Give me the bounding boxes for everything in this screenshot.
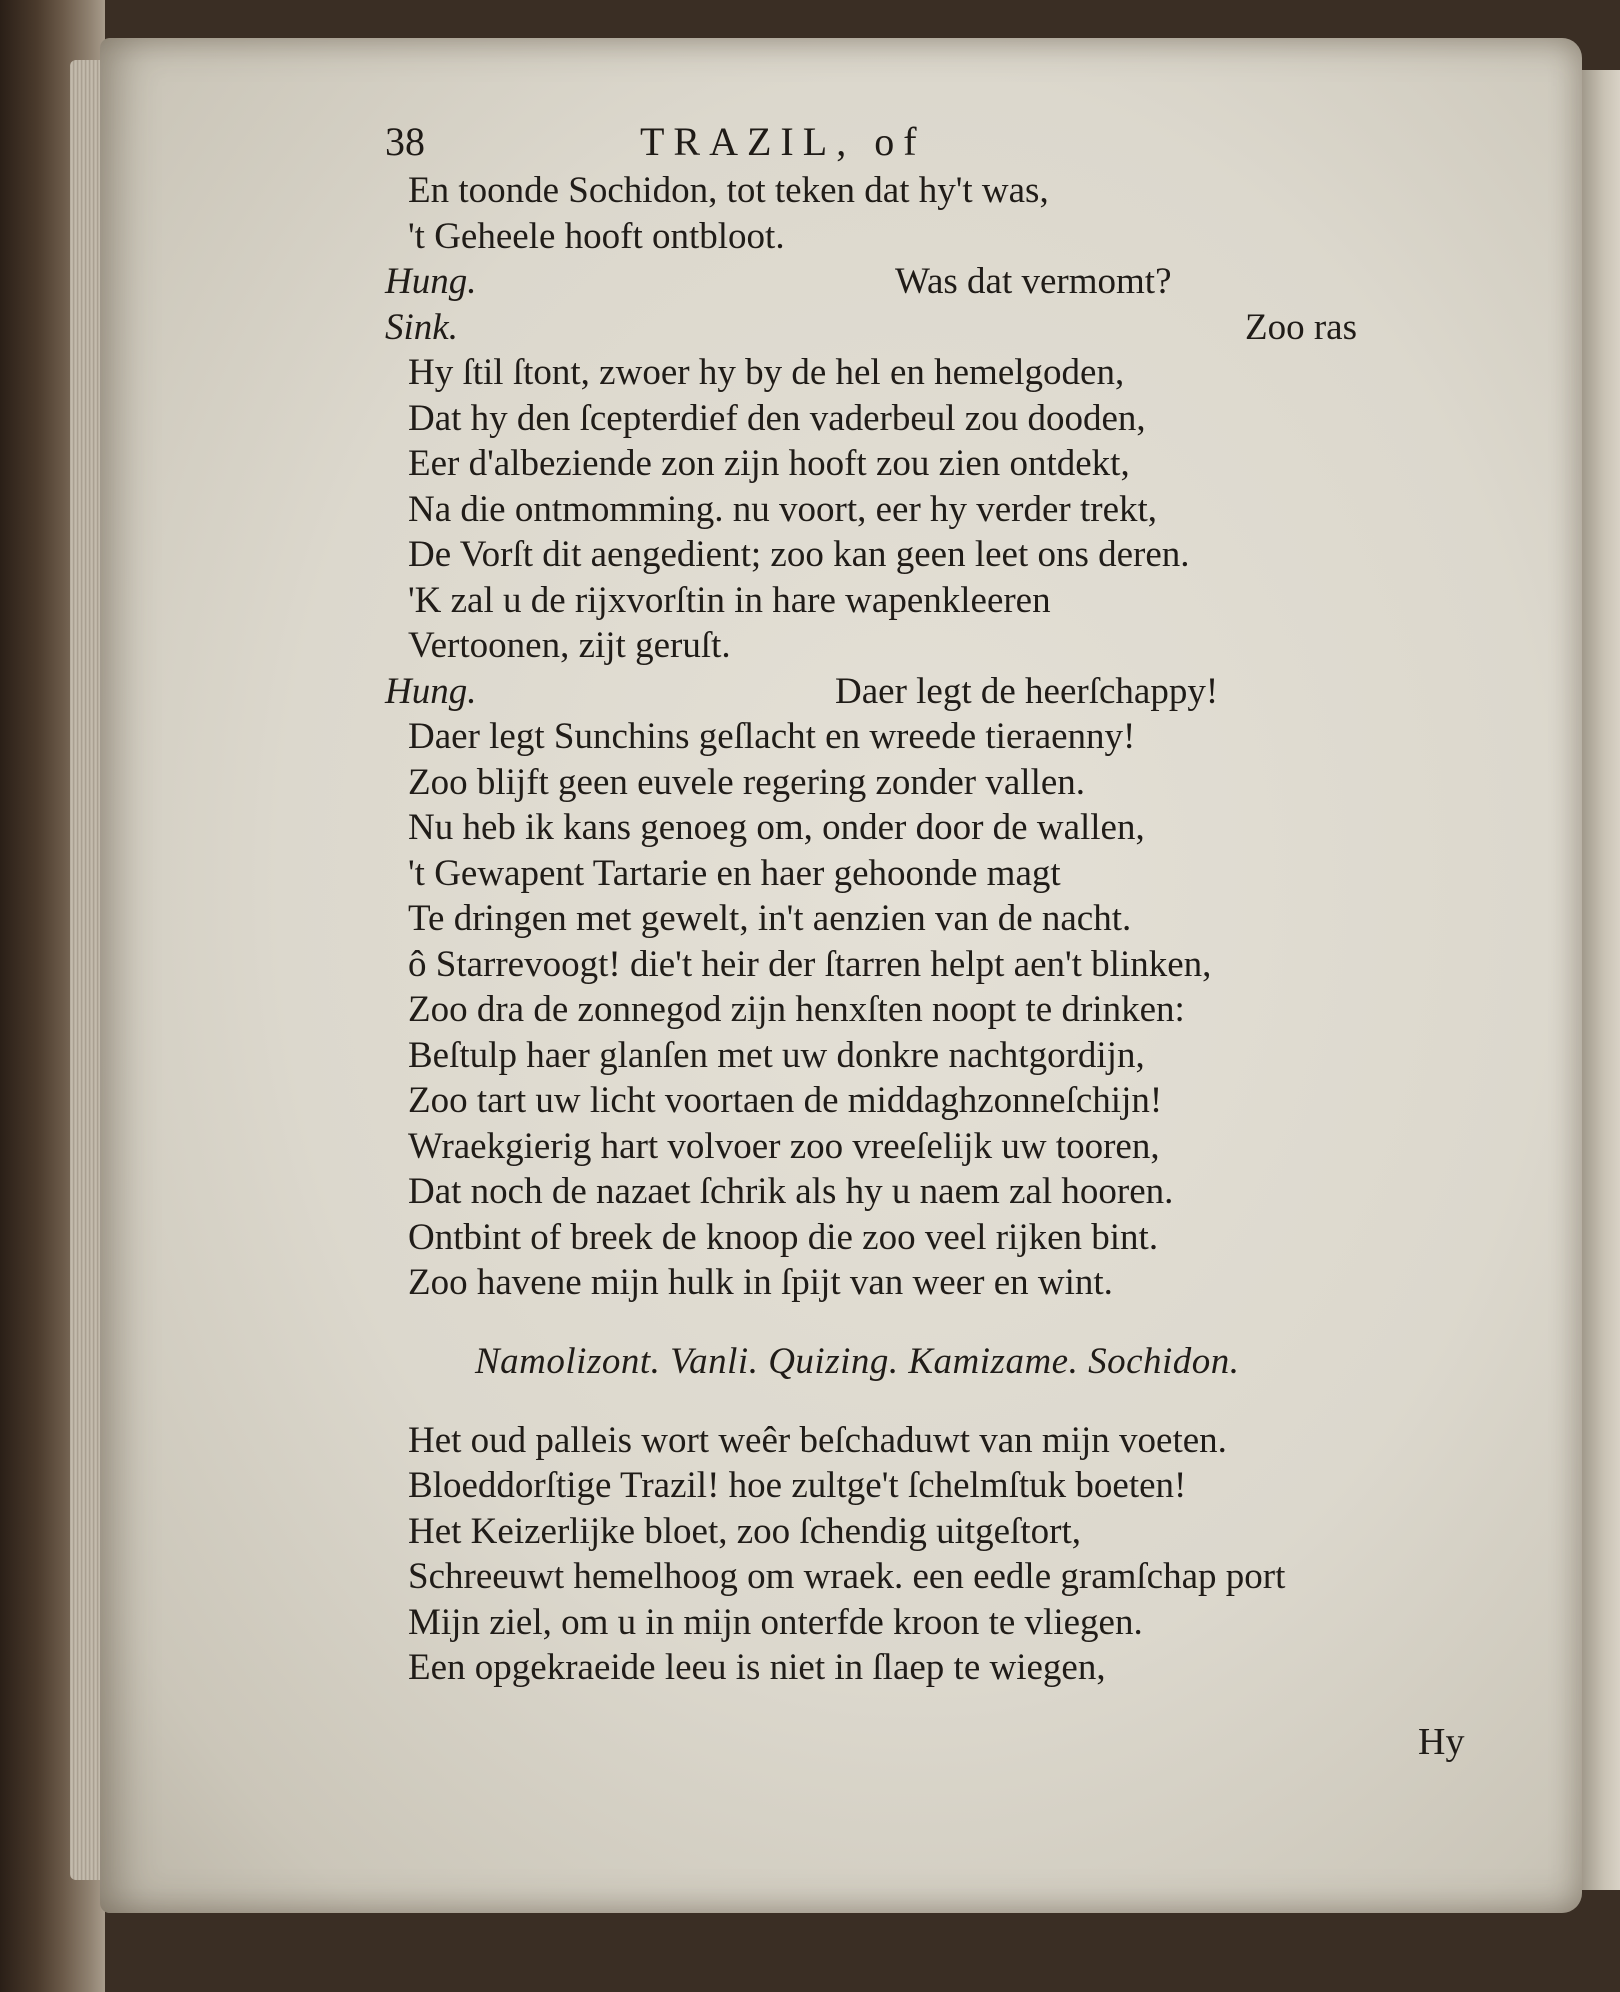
verse-line: Dat noch de nazaet ſchrik als hy u naem zal hooren. [408, 1171, 1174, 1212]
catchword: Hy [1418, 1721, 1465, 1763]
page-header [280, 118, 1280, 168]
verse-line: 't Gewapent Tartarie en haer gehoonde magt [408, 852, 1061, 894]
verse-line: Dat hy den ſcepterdief den vaderbeul zou dooden, [408, 397, 1146, 439]
page-number: 38 [385, 119, 425, 164]
verse-line: Mijn ziel, om u in mijn onterfde kroon te vliegen. [408, 1601, 1143, 1643]
verse-line: Nu heb ik kans genoeg om, onder door de wallen, [408, 807, 1145, 848]
verse-line: Het oud palleis wort weêr beſchaduwt van mijn voeten. [408, 1419, 1227, 1461]
running-title: TRAZIL, of [640, 119, 926, 164]
verse-line: 't Geheele hooft ontbloot. [408, 215, 785, 257]
verse-line: Het Keizerlijke bloet, zoo ſchendig uitgeſtort, [408, 1510, 1081, 1552]
verse-line: Daer legt Sunchins geſlacht en wreede tieraenny! [408, 716, 1136, 757]
stage-direction: Namolizont. Vanli. Quizing. Kamizame. Sochidon. [475, 1340, 1240, 1382]
verse-line: Zoo havene mijn hulk in ſpijt van weer en wint. [408, 1262, 1113, 1303]
verse-line: Ontbint of breek de knoop die zoo veel rijken bint. [408, 1216, 1159, 1258]
verse-line: Hy ſtil ſtont, zwoer hy by de hel en hemelgoden, [408, 352, 1125, 393]
speaker-name: Hung. [385, 670, 477, 712]
verse-line: En toonde Sochidon, tot teken dat hy't was, [408, 170, 1049, 211]
verse-line: Eer d'albeziende zon zijn hooft zou zien ontdekt, [408, 443, 1130, 484]
verse-line: Schreeuwt hemelhoog om wraek. een eedle gramſchap port [408, 1556, 1286, 1597]
verse-line: Bloeddorſtige Trazil! hoe zultge't ſchelmſtuk boeten! [408, 1465, 1187, 1506]
verse-line: De Vorſt dit aengedient; zoo kan geen leet ons deren. [408, 534, 1190, 575]
verse-line: Zoo dra de zonnegod zijn henxſten noopt te drinken: [408, 989, 1185, 1030]
verse-line: Zoo ras [1245, 306, 1357, 348]
speech-line [280, 669, 1500, 715]
verse-line: Te dringen met gewelt, in't aenzien van de nacht. [408, 898, 1132, 939]
verse-line: Een opgekraeide leeu is niet in ſlaep te wiegen, [408, 1647, 1106, 1688]
speech-line [280, 305, 1500, 351]
verse-text [280, 168, 1500, 1691]
verse-line: Was dat vermomt? [895, 261, 1172, 302]
verse-line: Zoo blijft geen euvele regering zonder vallen. [408, 761, 1086, 803]
verse-line: 'K zal u de rijxvorſtin in hare wapenkleeren [408, 579, 1051, 621]
verse-line: Vertoonen, zijt geruſt. [408, 625, 731, 666]
speaker-name: Hung. [385, 261, 477, 302]
facing-page-edge [1580, 70, 1620, 1890]
verse-line: Wraekgierig hart volvoer zoo vreeſelijk uw tooren, [408, 1125, 1160, 1167]
verse-line: ô Starrevoogt! die't heir der ſtarren helpt aen't blinken, [408, 943, 1212, 985]
verse-line: Daer legt de heerſchappy! [835, 670, 1219, 712]
speaker-name: Sink. [385, 306, 458, 348]
verse-line: Na die ontmomming. nu voort, eer hy verder trekt, [408, 488, 1158, 530]
speech-line [280, 259, 1500, 305]
verse-line: Beſtulp haer glanſen met uw donkre nachtgordijn, [408, 1034, 1145, 1076]
verse-line: Zoo tart uw licht voortaen de middaghzonneſchijn! [408, 1080, 1163, 1121]
